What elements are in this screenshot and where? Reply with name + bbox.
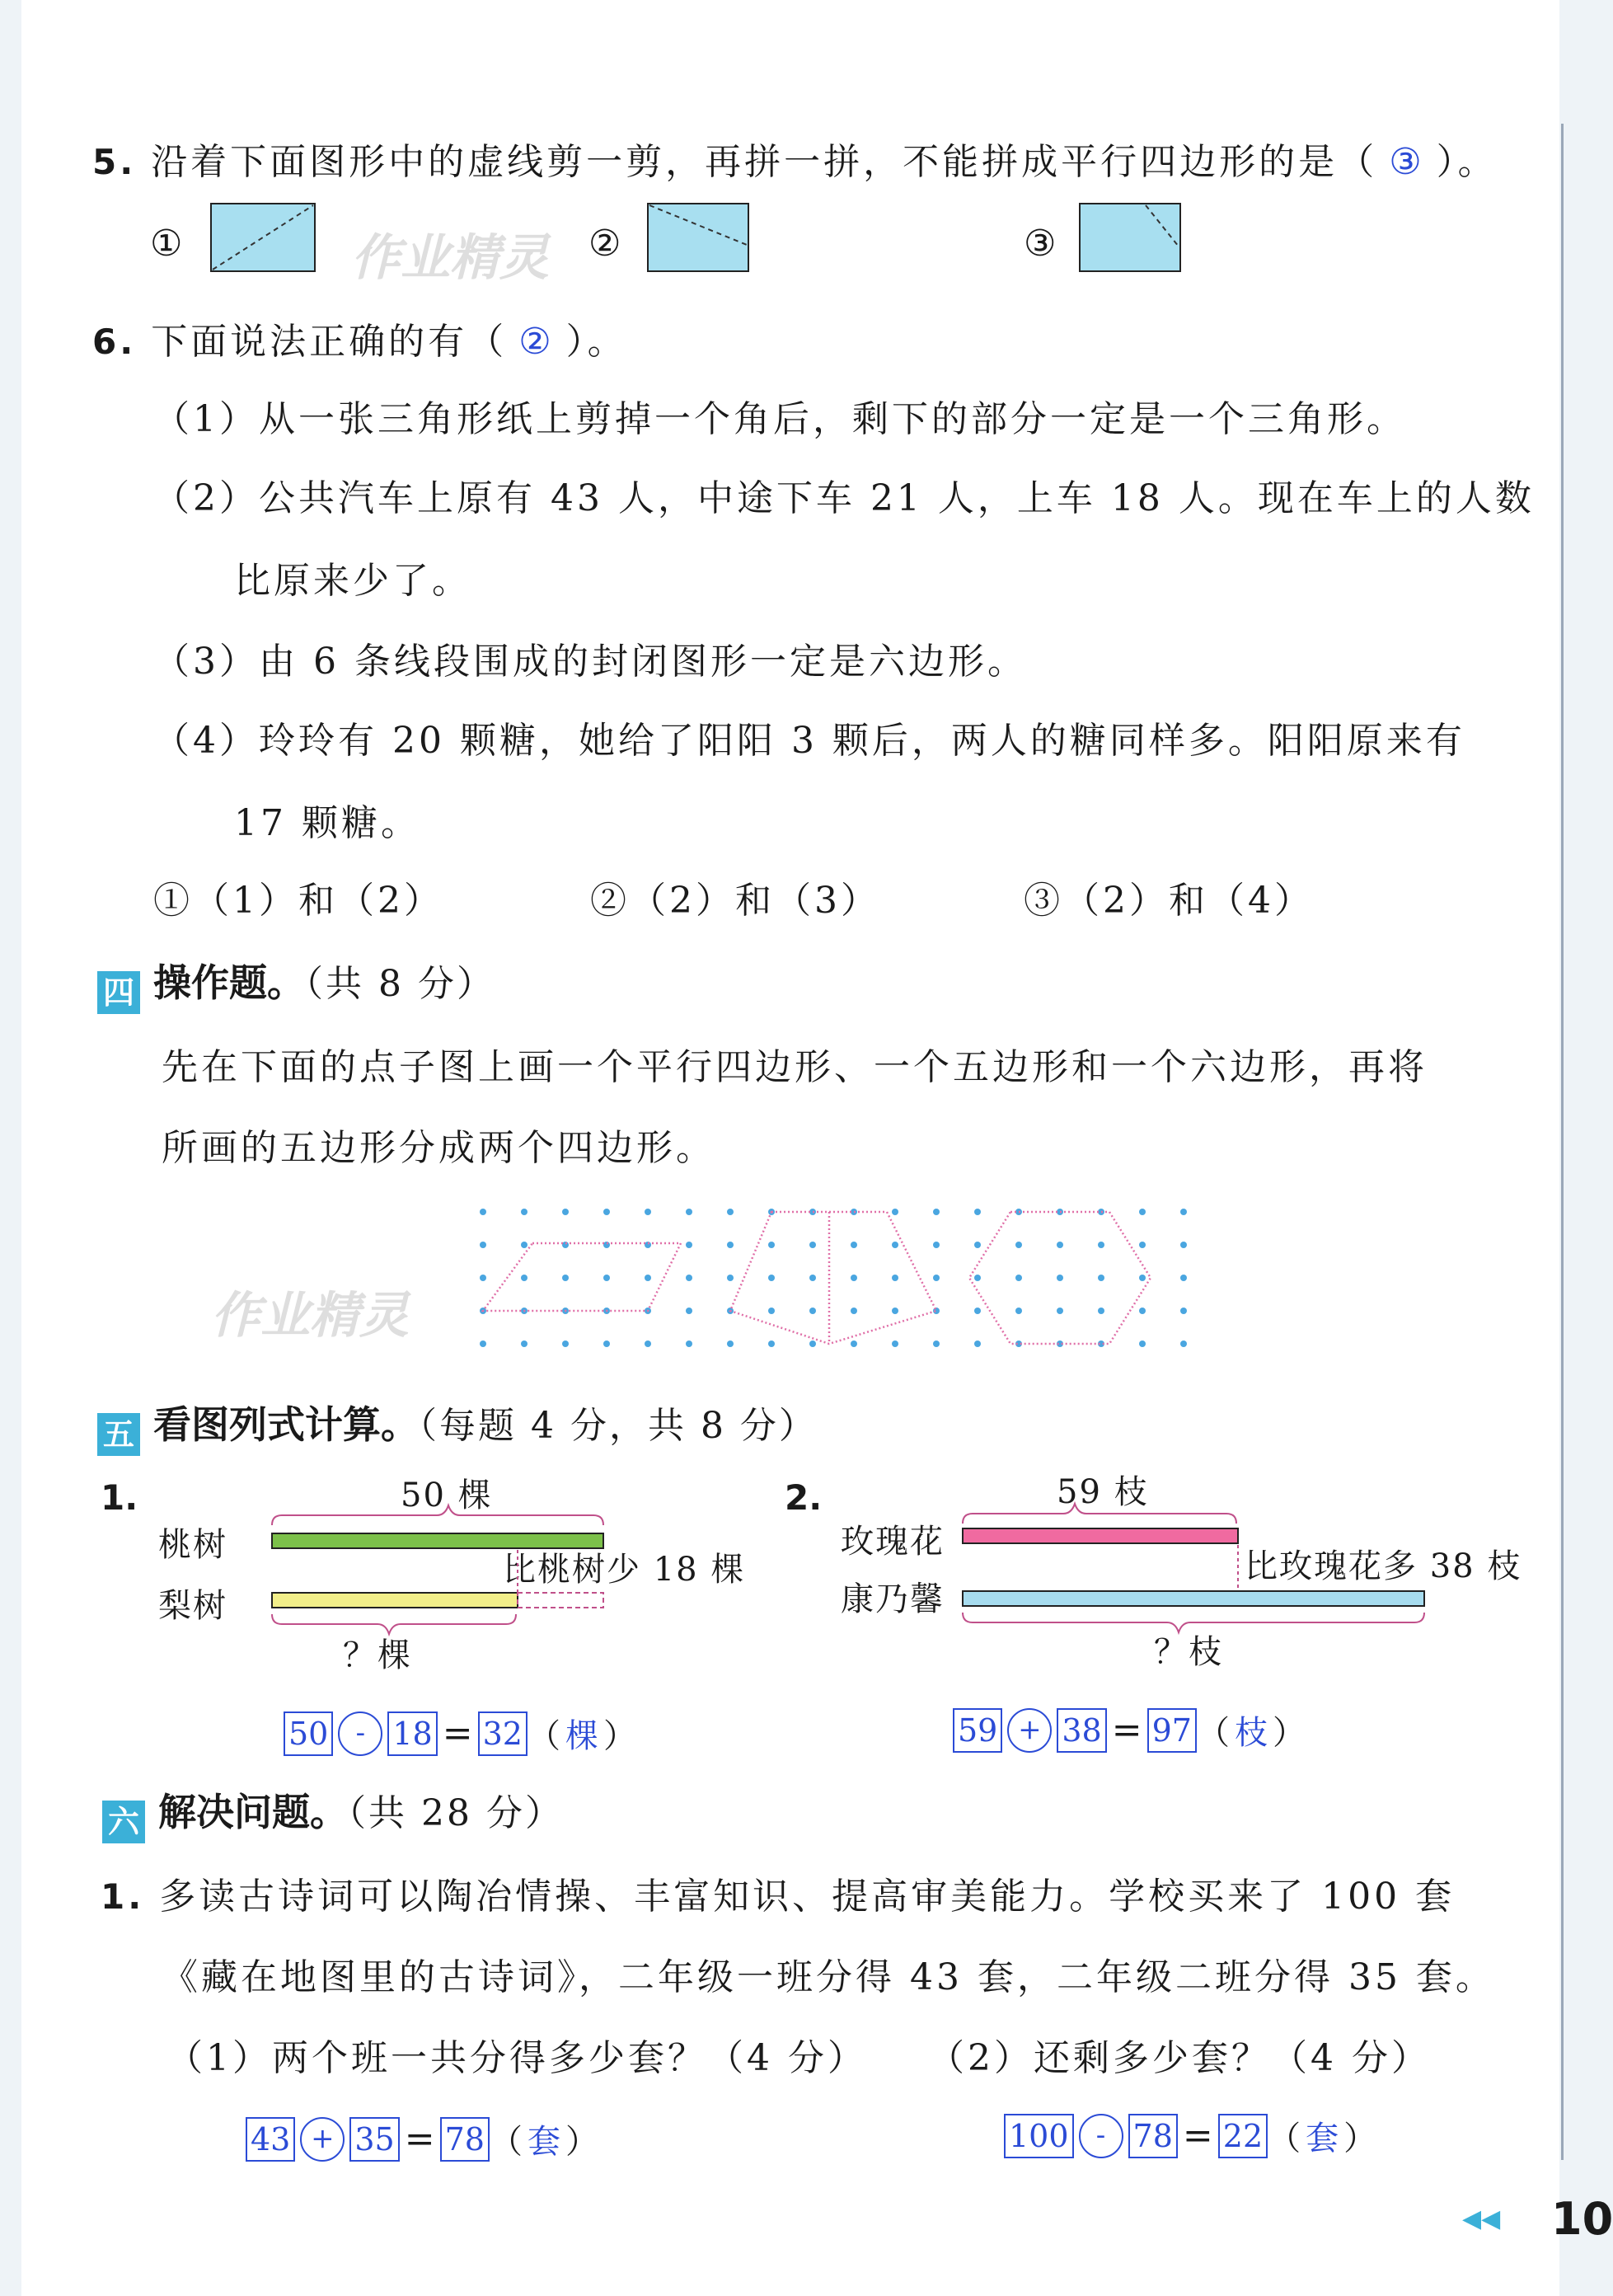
grid-dot xyxy=(892,1275,898,1281)
worksheet-page xyxy=(21,0,1613,2296)
p1-top-brace xyxy=(272,1505,603,1525)
p1-peach-bar xyxy=(272,1533,603,1548)
grid-dot xyxy=(892,1242,898,1248)
grid-dot xyxy=(686,1341,692,1347)
p1-operator: - xyxy=(338,1711,382,1756)
grid-dot xyxy=(1098,1308,1104,1314)
grid-dot xyxy=(1057,1242,1063,1248)
grid-dot xyxy=(1015,1275,1022,1281)
p2-unit: 枝 xyxy=(1234,1714,1273,1752)
section-6-subtitle: （共 28 分） xyxy=(348,1792,564,1834)
q6-choice-3: ③（2）和（4） xyxy=(1024,880,1314,922)
page-arrow-icon: ◀◀ xyxy=(1462,2204,1501,2233)
q1-eq1-operator: + xyxy=(300,2117,345,2162)
sec5-p1-number: 1. xyxy=(101,1477,138,1518)
q1-eq2-unit-close: ） xyxy=(1343,2120,1382,2157)
sec5-p1-top-label: 50 棵 xyxy=(401,1477,493,1514)
grid-dot xyxy=(809,1242,816,1248)
grid-dot xyxy=(562,1275,569,1281)
p2-result: 97 xyxy=(1147,1708,1197,1753)
q6-item-4-cont: 17 颗糖。 xyxy=(234,802,420,844)
q6-item-2: （2）公共汽车上原有 43 人，中途下车 21 人，上车 18 人。现在车上的人数 xyxy=(153,477,1535,519)
sec5-p2-equation xyxy=(953,1707,1311,1754)
grid-dot xyxy=(974,1341,981,1347)
q6-item-1: （1）从一张三角形纸上剪掉一个角后，剩下的部分一定是一个三角形。 xyxy=(153,398,1406,440)
grid-dot xyxy=(974,1275,981,1281)
grid-dot xyxy=(809,1341,816,1347)
grid-dot xyxy=(727,1275,734,1281)
sec5-p2-diff-label: 比玫瑰花多 38 枝 xyxy=(1245,1547,1522,1585)
q5-text-end: ）。 xyxy=(1436,141,1498,183)
sec6-q1-line1 xyxy=(101,1866,1455,1919)
grid-dot xyxy=(1057,1275,1063,1281)
p2-top-brace xyxy=(963,1504,1236,1524)
grid-dot xyxy=(933,1209,940,1215)
q5-shape-3 xyxy=(1078,202,1182,273)
q1-eq2-operand-b: 78 xyxy=(1128,2114,1178,2158)
grid-dot xyxy=(809,1275,816,1281)
q6-line xyxy=(92,312,627,364)
q1-eq1-unit: 套 xyxy=(527,2123,565,2161)
q6-text: 下面说法正确的有（ xyxy=(151,321,508,363)
dot-grid-drawing xyxy=(450,1195,1208,1360)
section-5-title: 看图列式计算。 xyxy=(153,1402,419,1447)
grid-dot xyxy=(562,1341,569,1347)
sec5-p1-row1-label: 桃树 xyxy=(158,1526,227,1564)
grid-dot xyxy=(686,1242,692,1248)
grid-dot xyxy=(1098,1275,1104,1281)
page-edge-line xyxy=(1561,124,1564,2160)
grid-dot xyxy=(521,1341,528,1347)
p1-unit-open: （ xyxy=(527,1717,565,1755)
q5-shape-1 xyxy=(209,202,317,273)
grid-dot xyxy=(1015,1308,1022,1314)
grid-dot xyxy=(521,1242,528,1248)
grid-dot xyxy=(1139,1209,1146,1215)
grid-dot xyxy=(1139,1242,1146,1248)
sec5-p2-row1-label: 玫瑰花 xyxy=(841,1523,945,1561)
p2-operand-b: 38 xyxy=(1057,1708,1106,1753)
grid-dot xyxy=(1139,1341,1146,1347)
grid-dot xyxy=(933,1341,940,1347)
p2-unit-open: （ xyxy=(1196,1714,1235,1752)
grid-dot xyxy=(603,1341,610,1347)
p1-unit-close: ） xyxy=(603,1717,641,1755)
q1-eq1-operand-b: 35 xyxy=(349,2117,399,2162)
grid-dot xyxy=(892,1308,898,1314)
q6-item-2-cont: 比原来少了。 xyxy=(234,560,471,602)
watermark-1: 作业精灵 xyxy=(351,229,549,287)
grid-dot xyxy=(1139,1308,1146,1314)
grid-dot xyxy=(1057,1308,1063,1314)
p1-diff-segment xyxy=(518,1593,603,1608)
grid-dot xyxy=(974,1242,981,1248)
section-6-title: 解决问题。 xyxy=(158,1790,348,1834)
grid-dot xyxy=(974,1308,981,1314)
sec5-p1-bottom-label: ？棵 xyxy=(343,1636,412,1674)
grid-dot xyxy=(892,1209,898,1215)
q5-option-2-label: ② xyxy=(588,223,625,265)
p1-operand-a: 50 xyxy=(284,1711,333,1756)
sec5-p2-bottom-label: ？枝 xyxy=(1154,1633,1223,1671)
sec5-p1-equation xyxy=(284,1710,641,1757)
sec6-q1-equation-2 xyxy=(1004,2112,1381,2159)
p1-pear-bar xyxy=(272,1593,518,1608)
section-5-badge: 五 xyxy=(97,1413,140,1456)
grid-dot xyxy=(686,1275,692,1281)
sec5-p1-bar-diagram xyxy=(260,1500,656,1641)
sec6-q1-text-1: 多读古诗词可以陶冶情操、丰富知识、提高审美能力。学校买来了 100 套 xyxy=(159,1876,1456,1918)
q6-item-3: （3）由 6 条线段围成的封闭图形一定是六边形。 xyxy=(153,641,1027,683)
p1-operand-b: 18 xyxy=(387,1711,437,1756)
q1-eq1-unit-close: ） xyxy=(565,2123,603,2161)
p2-operand-a: 59 xyxy=(953,1708,1002,1753)
sec5-p2-top-label: 59 枝 xyxy=(1057,1473,1149,1511)
grid-dot xyxy=(480,1341,486,1347)
grid-dot xyxy=(809,1308,816,1314)
sec5-p1-diff-label: 比桃树少 18 棵 xyxy=(503,1551,746,1589)
grid-dot xyxy=(768,1308,775,1314)
grid-dot xyxy=(645,1209,651,1215)
q6-text-end: ）。 xyxy=(565,321,627,363)
grid-dot xyxy=(892,1341,898,1347)
q1-eq2-operator: - xyxy=(1079,2114,1123,2158)
q5-shape-2 xyxy=(646,202,750,273)
grid-dot xyxy=(933,1275,940,1281)
q1-eq1-equals: = xyxy=(404,2118,435,2160)
drawn-pentagon xyxy=(730,1212,936,1344)
q1-eq1-operand-a: 43 xyxy=(246,2117,295,2162)
q6-choice-2: ②（2）和（3） xyxy=(590,880,880,922)
q6-number: 6. xyxy=(92,322,137,362)
grid-dot xyxy=(727,1209,734,1215)
section-5-subtitle: （每题 4 分，共 8 分） xyxy=(419,1405,818,1447)
grid-dot xyxy=(1180,1308,1187,1314)
q5-text: 沿着下面图形中的虚线剪一剪，再拼一拼，不能拼成平行四边形的是（ xyxy=(151,141,1378,183)
watermark-2: 作业精灵 xyxy=(211,1287,409,1345)
q1-eq2-operand-a: 100 xyxy=(1004,2114,1074,2158)
section-6-header xyxy=(102,1782,564,1843)
p1-equals: = xyxy=(442,1712,473,1754)
q5-option-3-label: ③ xyxy=(1024,223,1060,265)
grid-dot xyxy=(521,1209,528,1215)
section-4-subtitle: （共 8 分） xyxy=(305,963,495,1005)
grid-dot xyxy=(851,1275,857,1281)
grid-dot xyxy=(603,1209,610,1215)
grid-dot xyxy=(768,1275,775,1281)
p2-bottom-brace xyxy=(963,1613,1424,1632)
q1-eq1-result: 78 xyxy=(440,2117,490,2162)
grid-dot xyxy=(686,1209,692,1215)
grid-dot xyxy=(562,1209,569,1215)
sec5-p2-number: 2. xyxy=(785,1477,823,1518)
grid-dot xyxy=(1139,1275,1146,1281)
grid-dot xyxy=(480,1275,486,1281)
q5-answer: ③ xyxy=(1389,141,1425,183)
section-6-badge: 六 xyxy=(102,1801,145,1843)
grid-dot xyxy=(851,1242,857,1248)
grid-dot xyxy=(645,1341,651,1347)
section-4-instruction-1: 先在下面的点子图上画一个平行四边形、一个五边形和一个六边形，再将 xyxy=(162,1046,1428,1088)
grid-dot xyxy=(1015,1242,1022,1248)
q6-item-4: （4）玲玲有 20 颗糖，她给了阳阳 3 颗后，两人的糖同样多。阳阳原来有 xyxy=(153,720,1465,762)
drawn-parallelogram xyxy=(483,1243,681,1311)
q1-eq2-unit-open: （ xyxy=(1268,2120,1306,2157)
grid-dot xyxy=(603,1275,610,1281)
p2-rose-bar xyxy=(963,1528,1238,1543)
grid-dot xyxy=(768,1341,775,1347)
sec6-q1-sub2: （2）还剩多少套？（4 分） xyxy=(928,2037,1431,2079)
grid-dot xyxy=(1180,1275,1187,1281)
section-4-title: 操作题。 xyxy=(153,960,305,1005)
grid-dot xyxy=(727,1242,734,1248)
sec6-q1-text-2: 《藏在地图里的古诗词》，二年级一班分得 43 套，二年级二班分得 35 套。 xyxy=(162,1956,1495,1998)
section-4-header xyxy=(97,953,495,1014)
section-5-header xyxy=(97,1395,818,1456)
p1-bottom-brace xyxy=(272,1614,516,1634)
grid-dot xyxy=(851,1341,857,1347)
sec6-q1-equation-1 xyxy=(246,2115,603,2162)
q6-choice-1: ①（1）和（2） xyxy=(153,880,443,922)
grid-dot xyxy=(1180,1341,1187,1347)
p1-result: 32 xyxy=(478,1711,528,1756)
grid-dot xyxy=(727,1341,734,1347)
q6-answer: ② xyxy=(518,321,555,363)
q5-number: 5. xyxy=(92,142,137,182)
grid-dot xyxy=(851,1308,857,1314)
grid-dot xyxy=(480,1209,486,1215)
sec5-p2-bar-diagram xyxy=(953,1495,1431,1636)
p2-operator: + xyxy=(1007,1708,1052,1753)
section-4-instruction-2: 所画的五边形分成两个四边形。 xyxy=(162,1127,715,1169)
q1-eq1-unit-open: （ xyxy=(489,2123,528,2161)
dot-grid xyxy=(480,1209,1187,1347)
grid-dot xyxy=(933,1242,940,1248)
grid-dot xyxy=(974,1209,981,1215)
grid-dot xyxy=(1098,1242,1104,1248)
grid-dot xyxy=(480,1242,486,1248)
q1-eq2-equals: = xyxy=(1182,2115,1213,2157)
grid-dot xyxy=(1180,1209,1187,1215)
sec6-q1-sub1: （1）两个班一共分得多少套？（4 分） xyxy=(166,2037,867,2079)
grid-dot xyxy=(686,1308,692,1314)
q1-eq2-result: 22 xyxy=(1218,2114,1268,2158)
grid-dot xyxy=(1180,1242,1187,1248)
section-4-badge: 四 xyxy=(97,971,140,1014)
grid-dot xyxy=(521,1275,528,1281)
sec6-q1-number: 1. xyxy=(101,1876,145,1917)
sec5-p1-row2-label: 梨树 xyxy=(158,1587,227,1625)
p2-unit-close: ） xyxy=(1272,1714,1311,1752)
page-number: 10 xyxy=(1551,2193,1613,2245)
p2-carnation-bar xyxy=(963,1591,1424,1606)
grid-dot xyxy=(645,1275,651,1281)
q5-line xyxy=(92,132,1498,185)
grid-dot xyxy=(768,1242,775,1248)
p2-equals: = xyxy=(1111,1709,1142,1751)
q5-option-1-label: ① xyxy=(150,223,186,265)
p1-unit: 棵 xyxy=(565,1717,603,1755)
q1-eq2-unit: 套 xyxy=(1306,2120,1344,2157)
sec5-p2-row2-label: 康乃馨 xyxy=(841,1580,945,1618)
